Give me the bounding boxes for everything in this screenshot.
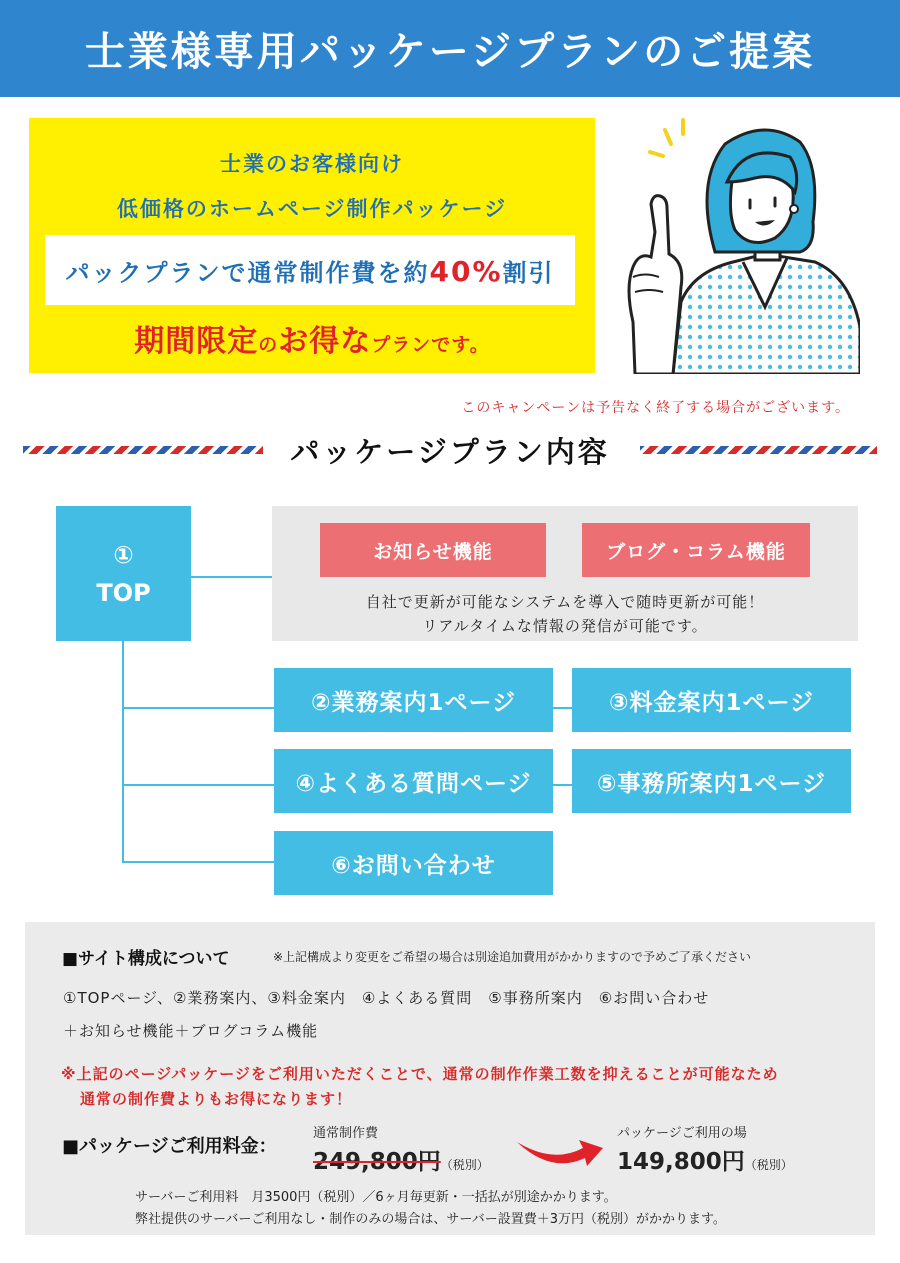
limited-b: の bbox=[258, 334, 279, 356]
normal-tax: （税別） bbox=[440, 1158, 489, 1172]
server-setup-note: 弊社提供のサーバーご利用なし・制作のみの場合は、サーバー設置費＋3万円（税別）がかかります。 bbox=[135, 1212, 726, 1227]
normal-cost-price bbox=[313, 1143, 489, 1176]
promo-package-text: 低価格のホームページ制作パッケージ bbox=[116, 197, 508, 221]
decorative-stripe-right bbox=[640, 446, 877, 454]
connector-mid-2 bbox=[553, 784, 572, 786]
package-cost-price bbox=[617, 1143, 793, 1176]
discount-text bbox=[65, 253, 554, 288]
discount-percent: 40% bbox=[429, 254, 503, 288]
site-structure-heading: ■サイト構成について bbox=[62, 949, 230, 969]
package-price-value: 149,800円 bbox=[617, 1149, 745, 1175]
plan-top-number: ① bbox=[113, 540, 134, 569]
connector-vertical bbox=[122, 641, 124, 862]
connector-row-2 bbox=[122, 784, 274, 786]
woman-pointing-up-icon bbox=[615, 112, 860, 374]
limited-d: プランです。 bbox=[371, 334, 490, 356]
plan-top-box bbox=[56, 506, 191, 641]
page-office: ⑤事務所案内1ページ bbox=[572, 749, 851, 813]
decorative-stripe-left bbox=[23, 446, 263, 454]
feature-description-1: 自社で更新が可能なシステムを導入で随時更新が可能！ bbox=[365, 593, 765, 611]
feature-news: お知らせ機能 bbox=[320, 523, 546, 577]
savings-note-2: 通常の制作費よりもお得になります！ bbox=[80, 1090, 353, 1108]
package-fee-label: ■パッケージご利用料金： bbox=[62, 1136, 277, 1157]
package-cost-label: パッケージご利用の場 bbox=[617, 1126, 747, 1141]
campaign-disclaimer: このキャンペーンは予告なく終了する場合がございます。 bbox=[461, 400, 850, 416]
limited-c: お得な bbox=[278, 324, 372, 359]
connector-row-1 bbox=[122, 707, 274, 709]
feature-description-2: リアルタイムな情報の発信が可能です。 bbox=[422, 617, 708, 635]
connector-row-3 bbox=[122, 861, 274, 863]
site-pages-list: ①TOPページ、②業務案内、③料金案内 ④よくある質問 ⑤事務所案内 ⑥お問い合わせ bbox=[63, 989, 710, 1007]
savings-note-1: ※上記のページパッケージをご利用いただくことで、通常の制作作業工数を抑えることが可能なため bbox=[61, 1065, 779, 1083]
page-faq: ④よくある質問ページ bbox=[274, 749, 553, 813]
page-fees: ③料金案内1ページ bbox=[572, 668, 851, 732]
header-banner bbox=[0, 0, 900, 97]
normal-price-value: 249,800円 bbox=[313, 1149, 441, 1175]
page-title: 士業様専用パッケージプランのご提案 bbox=[84, 29, 816, 75]
page-business: ②業務案内1ページ bbox=[274, 668, 553, 732]
server-fee-note: サーバーご利用料 月3500円（税別）／6ヶ月毎更新・一括払が別途かかります。 bbox=[135, 1190, 617, 1205]
limited-a: 期間限定 bbox=[134, 324, 259, 359]
discount-lead: パックプランで通常制作費を約 bbox=[65, 258, 430, 287]
discount-box bbox=[45, 235, 575, 305]
site-structure-note: ※上記構成より変更をご希望の場合は別途追加費用がかかりますので予めご了承ください bbox=[273, 950, 752, 964]
feature-blog-column: ブログ・コラム機能 bbox=[582, 523, 810, 577]
feature-area bbox=[272, 506, 858, 641]
info-panel bbox=[25, 922, 875, 1235]
connector-mid-1 bbox=[553, 707, 572, 709]
promo-target-text: 士業のお客様向け bbox=[220, 152, 404, 176]
package-tax: （税別） bbox=[744, 1158, 793, 1172]
site-extras-list: ＋お知らせ機能＋ブログコラム機能 bbox=[63, 1022, 319, 1040]
connector-top-to-features bbox=[191, 576, 272, 578]
limited-offer-text bbox=[29, 316, 595, 360]
section-title: パッケージプラン内容 bbox=[290, 435, 610, 469]
discount-suffix: 割引 bbox=[502, 258, 555, 287]
plan-top-label: TOP bbox=[96, 578, 151, 607]
arrow-right-icon bbox=[513, 1134, 605, 1170]
normal-cost-label: 通常制作費 bbox=[313, 1126, 379, 1141]
page-contact: ⑥お問い合わせ bbox=[274, 831, 553, 895]
promo-panel bbox=[29, 118, 595, 373]
